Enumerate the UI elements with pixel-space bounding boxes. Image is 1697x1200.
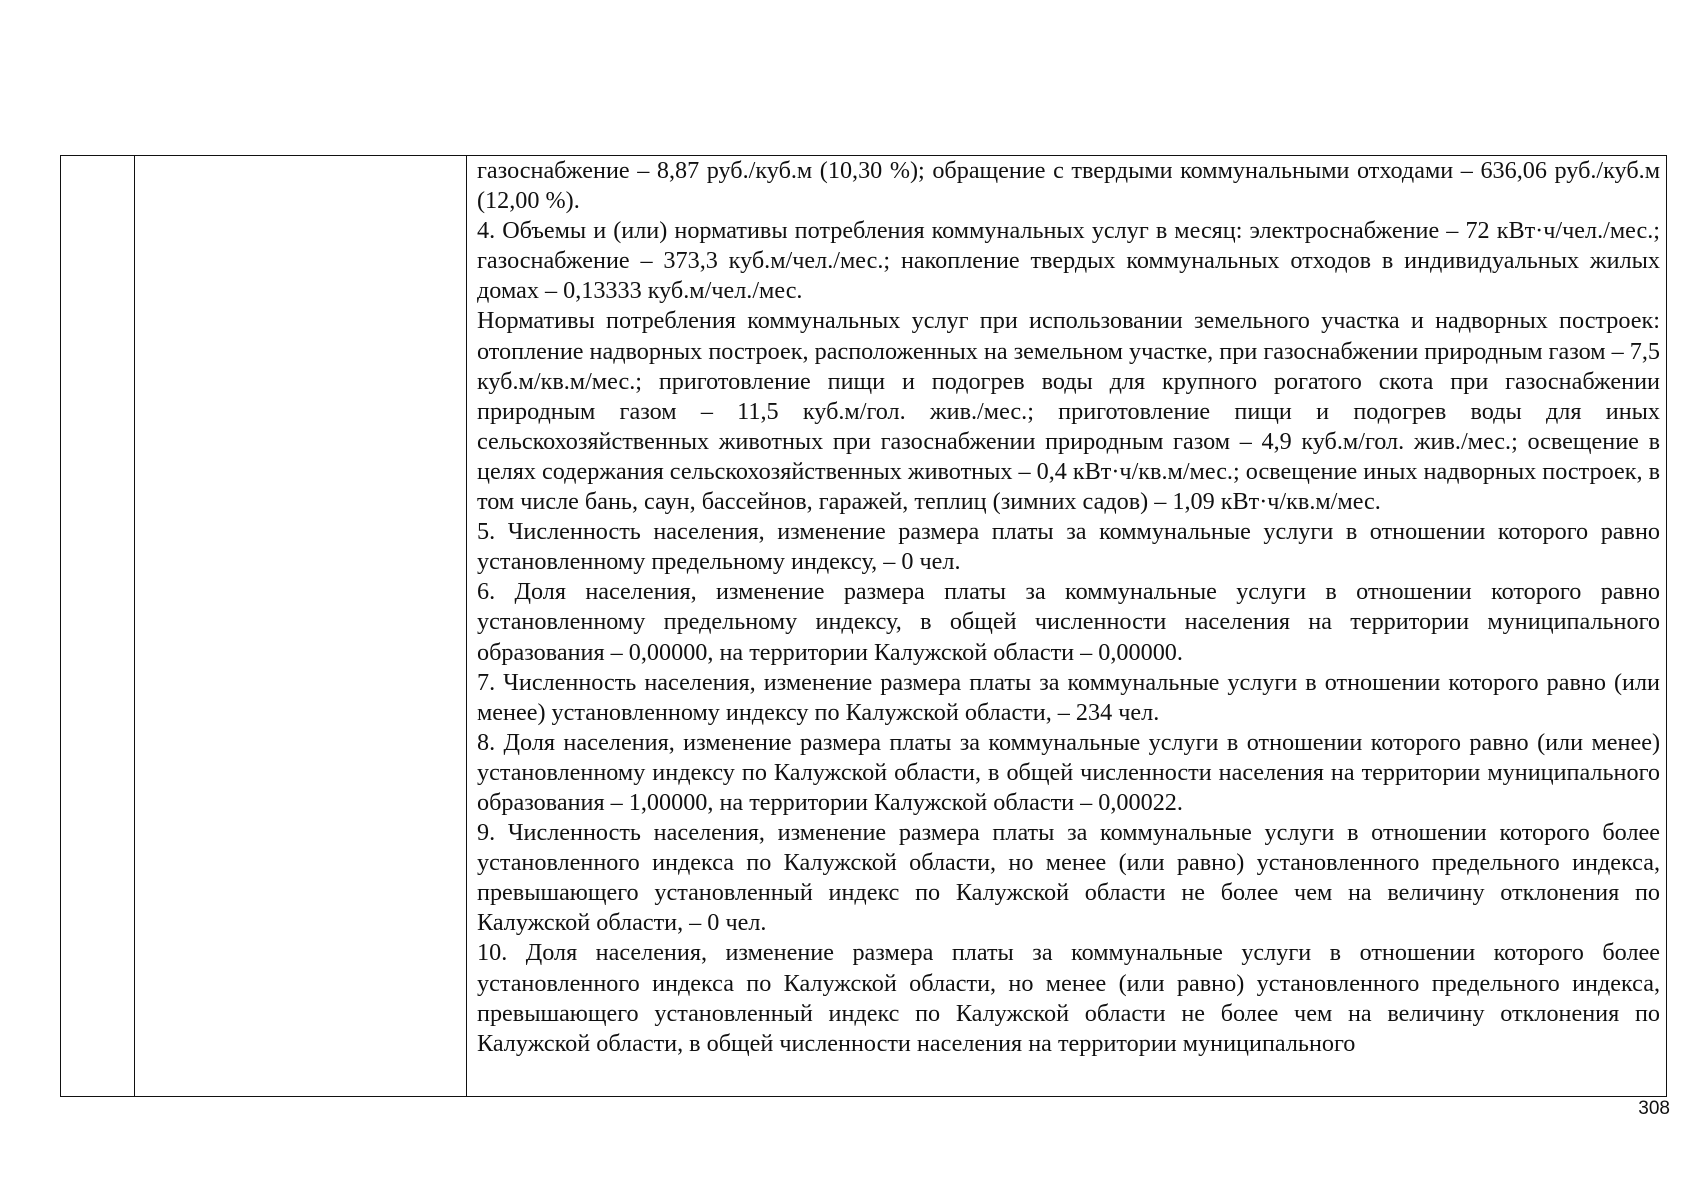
document-table [60,155,1667,1097]
paragraph: 5. Численность населения, изменение размера платы за коммунальные услуги в отношении которого равно установленному предельному индексу, – 0 чел. [477,518,1660,576]
paragraph: 10. Доля населения, изменение размера платы за коммунальные услуги в отношении которого более установленного индекса по Калужской области, но менее (или равно) установленного предельного индекса, превышающего установленный индекс по Калужской области не более чем на величину отклонения по Калужской области, в общей численности населения на территории муниципального [477,939,1660,1057]
page-number: 308 [1638,1098,1670,1119]
paragraph: 9. Численность населения, изменение размера платы за коммунальные услуги в отношении которого более установленного индекса по Калужской области, но менее (или равно) установленного предельного индекса, превышающего установленный индекс по Калужской области не более чем на величину отклонения по Калужской области, – 0 чел. [477,819,1660,937]
paragraph: газоснабжение – 8,87 руб./куб.м (10,30 %); обращение с твердыми коммунальными отходами – 636,06 руб./куб.м (12,00 %). [477,157,1660,215]
cell-text-block [467,156,1666,1096]
table-cell-number [61,156,135,1097]
table-cell-content [467,156,1667,1097]
paragraph: 7. Численность населения, изменение размера платы за коммунальные услуги в отношении которого равно (или менее) установленному индексу по Калужской области, – 234 чел. [477,668,1660,726]
paragraph: 4. Объемы и (или) нормативы потребления коммунальных услуг в месяц: электроснабжение – 72 кВт·ч/чел./мес.; газоснабжение – 373,3 куб.м/чел./мес.; накопление твердых коммунальных отходов в индивидуальных жилых домах – 0,13333 куб.м/чел./мес. [477,217,1660,305]
paragraph: 8. Доля населения, изменение размера платы за коммунальные услуги в отношении которого равно (или менее) установленному индексу по Калужской области, в общей численности населения на территории муниципального образования – 1,00000, на территории Калужской области – 0,00022. [477,728,1660,816]
table-row [61,156,1667,1097]
paragraph: 6. Доля населения, изменение размера платы за коммунальные услуги в отношении которого равно установленному предельному индексу, в общей численности населения на территории муниципального образования – 0,00000, на территории Калужской области – 0,00000. [477,578,1660,666]
table-cell-name [135,156,467,1097]
paragraph: Нормативы потребления коммунальных услуг при использовании земельного участка и надворных построек: отопление надворных построек, расположенных на земельном участке, при газоснабжении природным газом – 7,5 куб.м/кв.м/мес.; приготовление пищи и подогрев воды для крупного рогатого скота при газоснабжении природным газом – 11,5 куб.м/гол. жив./мес.; приготовление пищи и подогрев воды для иных сельскохозяйственных животных при газоснабжении природным газом – 4,9 куб.м/гол. жив./мес.; освещение в целях содержания сельскохозяйственных животных – 0,4 кВт·ч/кв.м/мес.; освещение иных надворных построек, в том числе бань, саун, бассейнов, гаражей, теплиц (зимних садов) – 1,09 кВт·ч/кв.м/мес. [477,307,1660,516]
